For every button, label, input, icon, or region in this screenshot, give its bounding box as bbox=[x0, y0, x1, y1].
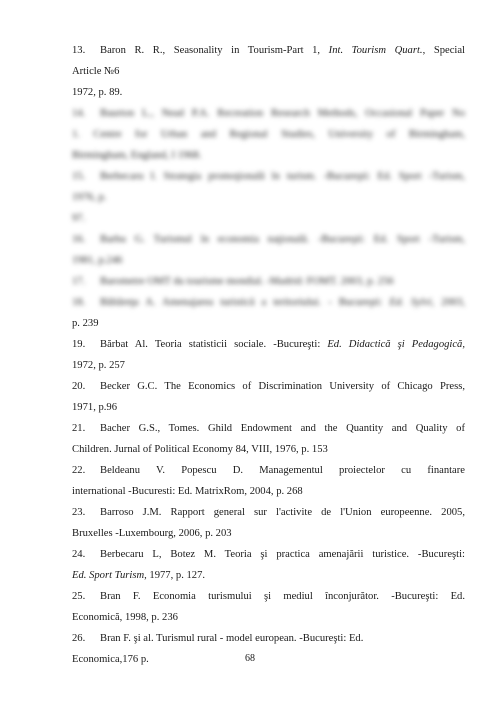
bibliography-list bbox=[72, 40, 465, 670]
page-number: 68 bbox=[245, 653, 255, 664]
reference-17: 17. Barometre OMT du tourisme mondial. -Madrid: FOMT. 2003, p. 256 bbox=[72, 276, 394, 287]
reference-23: 23. Barroso J.M. Rapport general sur l'activite de l'Union europeenne. 2005, Bruxelles -Luxembourg, 2006, p. 203 bbox=[72, 507, 465, 539]
reference-26: 26. Bran F. şi al. Turismul rural - model european. -Bucureşti: Ed. Economica,176 p. bbox=[72, 633, 364, 665]
reference-18-continued: p. 239 bbox=[72, 318, 99, 329]
reference-24: 24. Berbecaru L, Botez M. Teoria şi practica amenajării turistice. -Bucureşti: Ed. Sport Turism, 1977, p. 127. bbox=[72, 549, 465, 581]
reference-20: 20. Becker G.C. The Economics of Discrimination University of Chicago Press, 1971, p.96 bbox=[72, 381, 465, 413]
reference-18: 18. Băltăreţu A. Amenajarea turistică a teritoriului. - Bucureşti: Ed. Sylvi, 2003, bbox=[72, 297, 466, 308]
reference-14: 14. Baurton L., Nead P.A. Recreation Research Methods, Occasional Paper No 1. Centre for Urban and Regional Studies, University of Birmingham, Birmingham, England, I 1968. bbox=[72, 108, 465, 161]
reference-16: 16. Barbu G. Turismul în economia naţională. -Bucureşti: Ed. Sport -Turism, 1981, p.246 bbox=[72, 234, 465, 266]
reference-22: 22. Beldeanu V. Popescu D. Managementul proiectelor cu finantare international -Bucuresti: Ed. MatrixRom, 2004, p. 268 bbox=[72, 465, 465, 497]
blurred-references bbox=[72, 103, 465, 313]
reference-13: 13. Baron R. R., Seasonality in Tourism-Part 1, Int. Tourism Quart., Special Article №6 1972, p. 89. bbox=[72, 40, 465, 103]
reference-15: 15. Berbecaru I. Strategia promoţională în turism. -Bucureşti: Ed. Sport -Turism, 1976, p. 97. bbox=[72, 171, 465, 224]
reference-19: 19. Bărbat Al. Teoria statisticii sociale. -Bucureşti: Ed. Didactică şi Pedagogică, 1972, p. 257 bbox=[72, 339, 465, 371]
reference-21: 21. Bacher G.S., Tomes. Ghild Endowment and the Quantity and Quality of Children. Jurnal of Political Economy 84, VIII, 1976, p. 153 bbox=[72, 423, 465, 455]
reference-number: 13. bbox=[72, 45, 86, 56]
reference-25: 25. Bran F. Economia turismului şi mediul înconjurător. -Bucureşti: Ed. Economică, 1998, p. 236 bbox=[72, 591, 465, 623]
